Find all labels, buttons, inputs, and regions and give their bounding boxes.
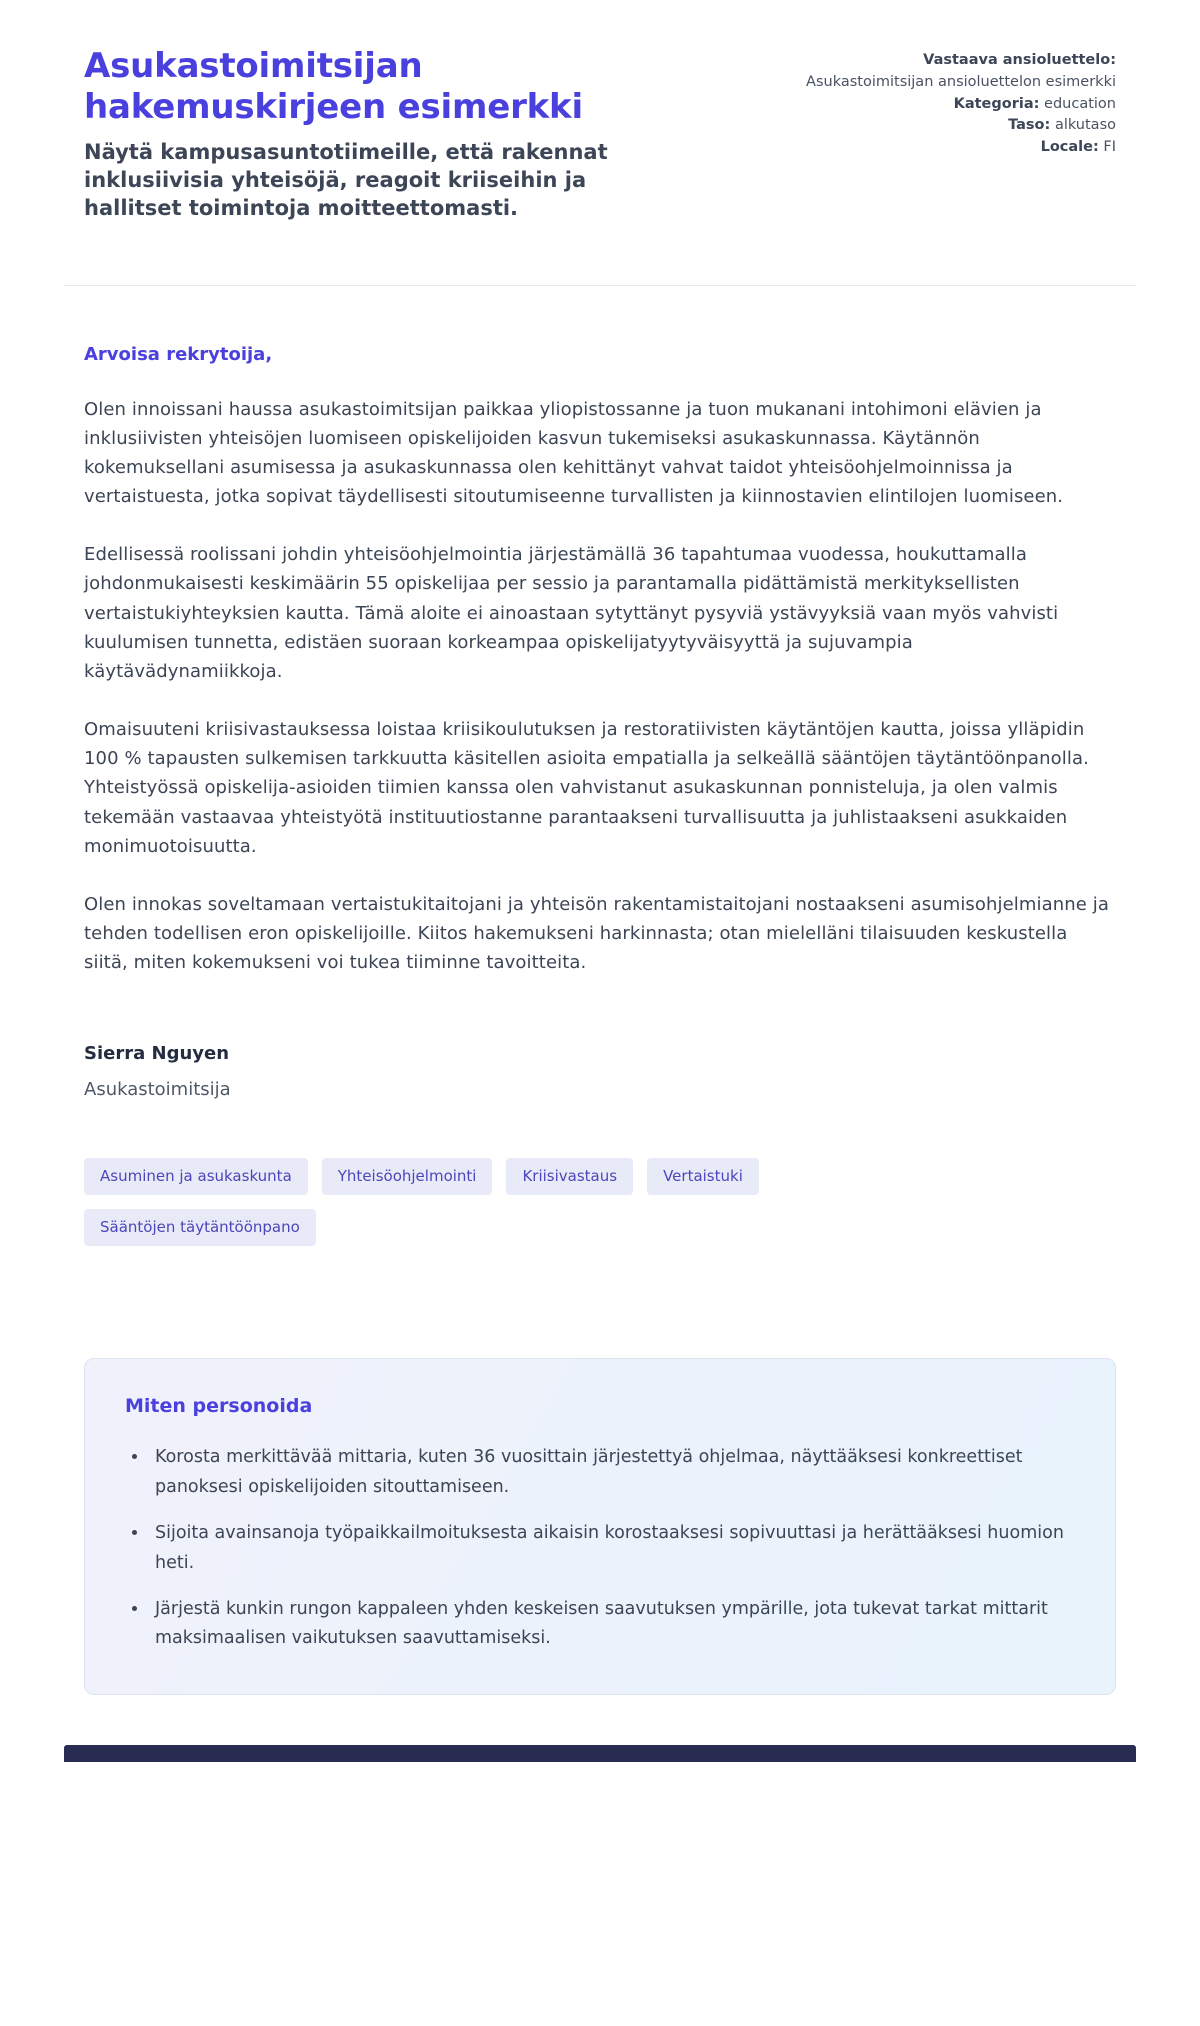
tips-box <box>84 1358 1116 1694</box>
meta-value-level: alkutaso <box>1054 117 1116 134</box>
signature-name: Sierra Nguyen <box>84 1043 230 1065</box>
tips-item: • Järjestä kunkin rungon kappaleen yhden keskeisen saavutuksen ympärille, jota tukevat tarkat mittarit maksimaalisen vaikutuksen saavuttamiseksi. <box>149 1595 1075 1654</box>
page-header <box>64 46 1136 223</box>
meta-label-locale: Locale: <box>1040 139 1099 155</box>
meta-label-resume: Vastaava ansioluettelo: <box>923 52 1116 68</box>
meta-label-category: Kategoria: <box>953 95 1040 112</box>
page <box>64 0 1136 1762</box>
letter-paragraph: Olen innokas soveltamaan vertaistukitaitojani ja yhteisön rakentamistaitojani nostaakseni asumisohjelmianne ja tehden todellisen eron opiskelijoille. Kiitos hakemukseni harkinnasta; otan mielelläni tilaisuuden keskustella siitä, miten kokemukseni voi tukea tiiminne tavoitteita. <box>84 893 1110 974</box>
meta-row-resume <box>804 50 1116 94</box>
letter-greeting: Arvoisa rekrytoija, <box>84 343 273 365</box>
tips-heading: Miten personoida <box>125 1395 313 1418</box>
letter-paragraph: Olen innoissani haussa asukastoimitsijan paikkaa yliopistossanne ja tuon mukanani intohimoni elävien ja inklusiivisten yhteisöjen luomiseen opiskelijoiden kasvun tukemiseksi asukaskunnassa. Käytännön kokemuksellani asumisessa ja asukaskunnassa olen kehittänyt vahvat taidot yhteisöohjelmoinnissa ja vertaistuesta, jotka sopivat täydellisesti sitoutumiseenne turvallisten ja kiinnostavien elintilojen luomiseen. <box>84 398 1064 508</box>
tag-chip[interactable]: Vertaistuki <box>647 1158 759 1195</box>
related-resume-link[interactable]: Asukastoimitsijan ansioluettelon esimerkki <box>806 73 1116 90</box>
page-subtitle: Näytä kampusasuntotiimeille, että rakennat inklusiivisia yhteisöjä, reagoit kriiseihin ja hallitset toimintoja moitteettomasti. <box>84 139 608 220</box>
letter-paragraph: Edellisessä roolissani johdin yhteisöohjelmointia järjestämällä 36 tapahtumaa vuodessa, houkuttamalla johdonmukaisesti keskimäärin 55 opiskelijaa per sessio ja parantamalla pidättämistä merkityksellisten vertaistukiyhteyksien kautta. Tämä aloite ei ainoastaan sytyttänyt pysyviä ystävyyksiä vaan myös vahvisti kuulumisen tunnetta, edistäen suoraan korkeampaa opiskelijatyytyväisyyttä ja sujuvampia käytävädynamiikkoja. <box>84 544 1059 682</box>
signature-title: Asukastoimitsija <box>84 1079 231 1101</box>
meta-row-locale <box>804 137 1116 159</box>
tips-list <box>125 1443 1075 1653</box>
letter-body <box>64 344 1136 1695</box>
tag-chip[interactable]: Sääntöjen täytäntöönpano <box>84 1209 316 1246</box>
meta-panel <box>804 46 1116 159</box>
page-title: Asukastoimitsijan hakemuskirjeen esimerkki <box>84 46 583 128</box>
tips-item: • Korosta merkittävää mittaria, kuten 36 vuosittain järjestettyä ohjelmaa, näyttääksesi konkreettiset panoksesi opiskelijoiden sitouttamiseen. <box>149 1443 1075 1502</box>
meta-row-category <box>804 94 1116 116</box>
header-titles <box>84 46 664 223</box>
tag-list <box>84 1158 844 1246</box>
meta-label-level: Taso: <box>1008 117 1051 134</box>
meta-value-locale: FI <box>1103 139 1116 155</box>
letter-paragraph: Omaisuuteni kriisivastauksessa loistaa kriisikoulutuksen ja restoratiivisten käytäntöjen kautta, joissa ylläpidin 100 % tapausten sulkemisen tarkkuutta käsitellen asioita empatialla ja selkeällä sääntöjen täytäntöönpanolla. Yhteistyössä opiskelija-asioiden tiimien kanssa olen vahvistanut asukaskunnan ponnisteluja, ja olen valmis tekemään vastaavaa yhteistyötä instituutiostanne parantaakseni turvallisuutta ja juhlistaakseni asukkaiden monimuotoisuutta. <box>84 719 1089 857</box>
tag-chip[interactable]: Yhteisöohjelmointi <box>322 1158 493 1195</box>
meta-row-level <box>804 115 1116 137</box>
tag-chip[interactable]: Asuminen ja asukaskunta <box>84 1158 308 1195</box>
footer-bar <box>64 1745 1136 1762</box>
meta-value-category: education <box>1044 95 1116 112</box>
tag-chip[interactable]: Kriisivastaus <box>506 1158 633 1195</box>
divider <box>64 285 1136 286</box>
tips-item: • Sijoita avainsanoja työpaikkailmoituksesta aikaisin korostaaksesi sopivuuttasi ja herättääksesi huomion heti. <box>149 1519 1075 1578</box>
